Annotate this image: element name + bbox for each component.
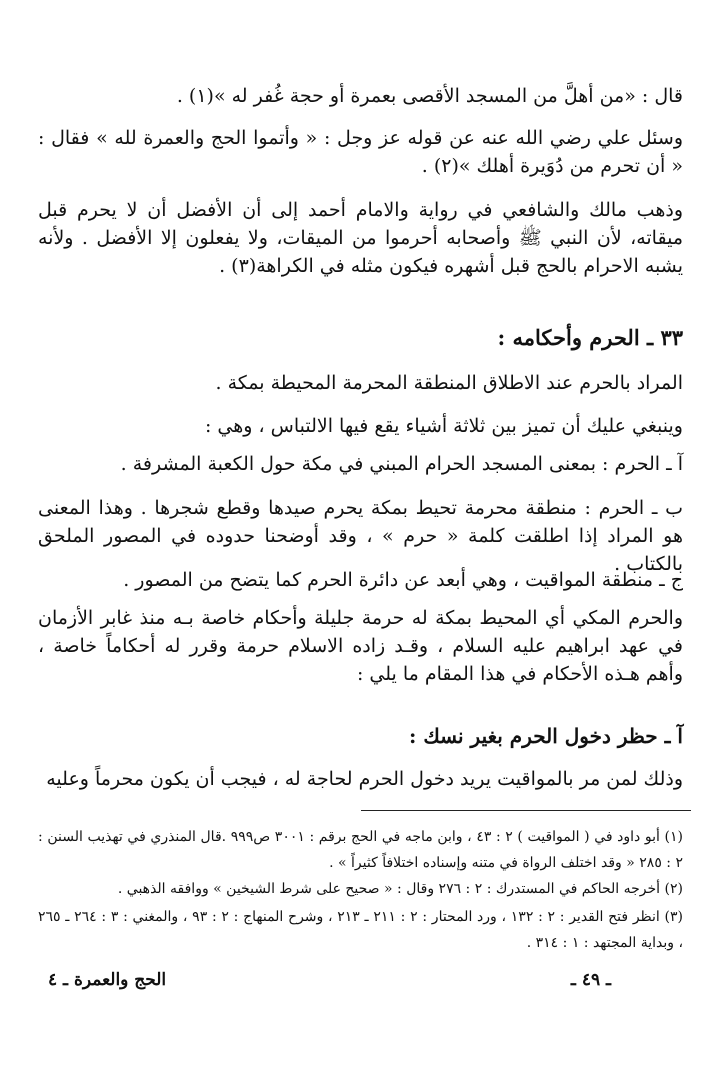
- list-item-a: آ ـ الحرم : بمعنى المسجد الحرام المبني في مكة حول الكعبة المشرفة .: [120, 453, 683, 475]
- paragraph-4: المراد بالحرم عند الاطلاق المنطقة المحرمة المحيطة بمكة .: [215, 372, 683, 394]
- list-item-b: ب ـ الحرم : منطقة محرمة تحيط بمكة يحرم صيدها وقطع شجرها . وهذا المعنى هو المراد إذا اطلقت كلمة « حرم » ، وقد أوضحنا حدوده في المصور الملحق بالكتاب .: [38, 497, 683, 575]
- footnote-2: (٢) أخرجه الحاكم في المستدرك : ٢ : ٢٧٦ وقال : « صحيح على شرط الشيخين » ووافقه الذهبي .: [117, 881, 683, 897]
- paragraph-3: وذهب مالك والشافعي في رواية والامام أحمد إلى أن الأفضل أن لا يحرم قبل ميقاته، لأن النبي ﷺ وأصحابه أحرموا من الميقات، ولا يفعلون إلا الأفضل . ولأنه يشبه الاحرام بالحج قبل أشهره فيكون مثله في الكراهة(٣) .: [38, 199, 683, 277]
- paragraph-6: والحرم المكي أي المحيط بمكة له حرمة جليلة وأحكام خاصة بـه منذ غابر الأزمان في عهد ابراهيم عليه السلام ، وقـد زاده الاسلام حرمة وقرر له أحكاماً خاصة ، وأهم هـذه الأحكام في هذا المقام ما يلي :: [38, 607, 683, 685]
- footnote-1: (١) أبو داود في ( المواقيت ) ٢ : ٤٣ ، وابن ماجه في الحج برقم : ٣٠٠١ ص٩٩٩ .قال المنذري في تهذيب السنن : ٢ : ٢٨٥ « وقد اختلف الرواة في متنه وإسناده اختلافاً كثيراً » .: [38, 829, 683, 871]
- paragraph-1: قال : «من أهلَّ من المسجد الأقصى بعمرة أو حجة غُفر له »(١) .: [176, 85, 683, 107]
- paragraph-5: وينبغي عليك أن تميز بين ثلاثة أشياء يقع فيها الالتباس ، وهي :: [204, 415, 683, 437]
- subheading: آ ـ حظر دخول الحرم بغير نسك :: [408, 724, 683, 748]
- list-item-c: ج ـ منطقة المواقيت ، وهي أبعد عن دائرة الحرم كما يتضح من المصور .: [123, 569, 683, 591]
- footnote-separator: [361, 810, 691, 811]
- paragraph-2: وسئل علي رضي الله عنه عن قوله عز وجل : « وأتموا الحج والعمرة لله » فقال : « أن تحرم من دُوَيرة أهلك »(٢) .: [38, 127, 683, 177]
- book-title-footer: الحج والعمرة ـ ٤: [48, 970, 167, 990]
- section-heading: ٣٣ ـ الحرم وأحكامه :: [497, 325, 683, 350]
- page-number: ـ ٤٩ ـ: [570, 970, 611, 990]
- footnote-3: (٣) انظر فتح القدير : ٢ : ١٣٢ ، ورد المحتار : ٢ : ٢١١ ـ ٢١٣ ، وشرح المنهاج : ٢ : ٩٣ ، والمغني : ٣ : ٢٦٤ ـ ٢٦٥ ، وبداية المجتهد : ١ : ٣١٤ .: [38, 909, 683, 951]
- paragraph-7: وذلك لمن مر بالمواقيت يريد دخول الحرم لحاجة له ، فيجب أن يكون محرماً وعليه: [46, 768, 683, 790]
